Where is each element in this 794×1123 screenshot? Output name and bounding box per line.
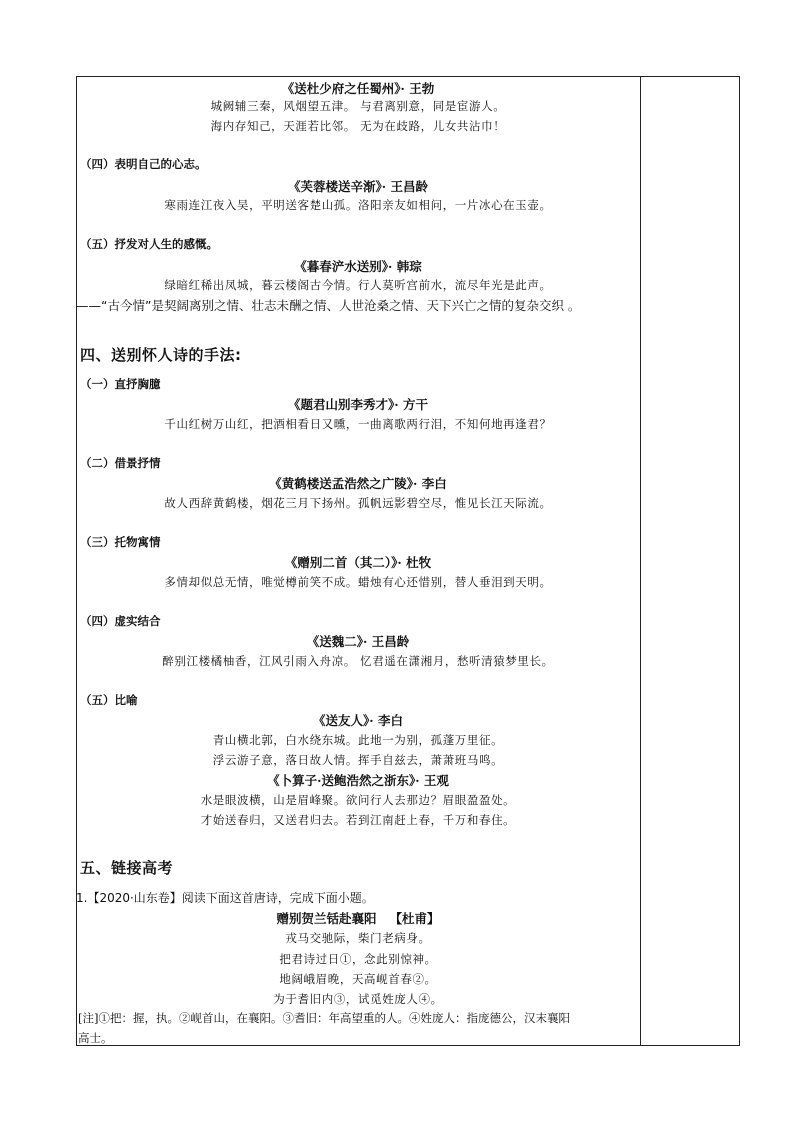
- poem-title: 《黄鹤楼送孟浩然之广陵》· 李白: [269, 476, 447, 491]
- exam-poem-title: [80, 909, 636, 927]
- poem-line: 浮云游子意，落日故人情。挥手自兹去，萧萧班马鸣。: [212, 753, 504, 767]
- poem-title: 《送友人》· 李白: [313, 713, 403, 728]
- poem-title: 《暮春浐水送别》· 韩琮: [294, 259, 422, 274]
- poem-title: 《芙蓉楼送辛渐》· 王昌龄: [288, 179, 428, 194]
- exam-poem-name: 赠别贺兰铦赴襄阳: [276, 911, 377, 926]
- poem-line: 水是眼波横，山是眉峰聚。欲问行人去那边？眉眼盈盈处。: [200, 793, 516, 807]
- poem-line: 为于耆旧内③，试觅姓庞人④。: [273, 992, 443, 1006]
- poem-line: 海内存知己，天涯若比邻。 无为在歧路，儿女共沾巾！: [210, 119, 506, 133]
- subheading: （一）直抒胸臆: [80, 377, 161, 391]
- poem-line: 城阙辅三秦，风烟望五津。 与君离别意，同是宦游人。: [210, 99, 506, 113]
- poem-title: 《卜算子·送鲍浩然之浙东》· 王观: [267, 773, 449, 788]
- question-text: 1.【2020·山东卷】阅读下面这首唐诗，完成下面小题。: [76, 891, 374, 905]
- section-heading: 四、送别怀人诗的手法:: [80, 346, 242, 364]
- poem-title: 《题君山别李秀才》· 方干: [288, 397, 428, 412]
- subheading: （四）表明自己的心志。: [80, 157, 207, 171]
- poem-line: 地阔峨眉晚，天高岘首春②。: [279, 972, 437, 986]
- subheading: （二）借景抒情: [80, 456, 161, 470]
- subheading: （四）虚实结合: [80, 614, 161, 628]
- footnote-line: 高士。: [78, 1031, 113, 1045]
- subheading: （五）比喻: [80, 693, 138, 707]
- poem-line: 故人西辞黄鹤楼，烟花三月下扬州。孤帆远影碧空尽，惟见长江天际流。: [164, 496, 552, 510]
- poem-line: 绿暗红稀出凤城，暮云楼阁古今情。行人莫听宫前水，流尽年光是此声。: [164, 278, 552, 292]
- poem-line: 千山红树万山红，把酒相看日又曛，一曲离歌两行泪，不知何地再逢君？: [164, 417, 552, 431]
- poem-line: 寒雨连江夜入吴，平明送客楚山孤。洛阳亲友如相问，一片冰心在玉壶。: [164, 198, 552, 212]
- poem-line: 青山横北郭，白水绕东城。此地一为别，孤蓬万里征。: [212, 733, 504, 747]
- footnote-line: [注]①把：握，执。②岘首山，在襄阳。③耆旧：年高望重的人。④姓庞人：指庞德公，汉末襄阳: [78, 1011, 570, 1025]
- section-heading: 五、链接高考: [80, 859, 174, 877]
- subheading: （五）抒发对人生的感慨。: [80, 237, 218, 251]
- poem-title: 《送杜少府之任蜀州》· 王勃: [281, 81, 435, 96]
- poem-line: 才始送春归，又送君归去。若到江南赶上春，千万和春住。: [200, 813, 516, 827]
- poem-line: 戎马交驰际，柴门老病身。: [285, 931, 431, 945]
- summary-text: ——“古今情”是契阔离别之情、壮志未酬之情、人世沧桑之情、天下兴亡之情的复杂交织 。: [76, 298, 581, 313]
- poem-line: 醉别江楼橘柚香，江风引雨入舟凉。 忆君遥在潇湘月，愁听清猿梦里长。: [162, 654, 554, 668]
- poem-line: 多情却似总无情，唯觉樽前笑不成。蜡烛有心还惜别，替人垂泪到天明。: [164, 575, 552, 589]
- poem-title: 《送魏二》· 王昌龄: [306, 634, 410, 649]
- poem-line: 把君诗过日①，念此别惊神。: [279, 952, 437, 966]
- exam-poem-author: 【杜甫】: [389, 911, 440, 926]
- side-column-divider: [640, 76, 641, 1046]
- subheading: （三）托物寓情: [80, 535, 161, 549]
- poem-title: 《赠别二首（其二）》· 杜牧: [284, 555, 432, 570]
